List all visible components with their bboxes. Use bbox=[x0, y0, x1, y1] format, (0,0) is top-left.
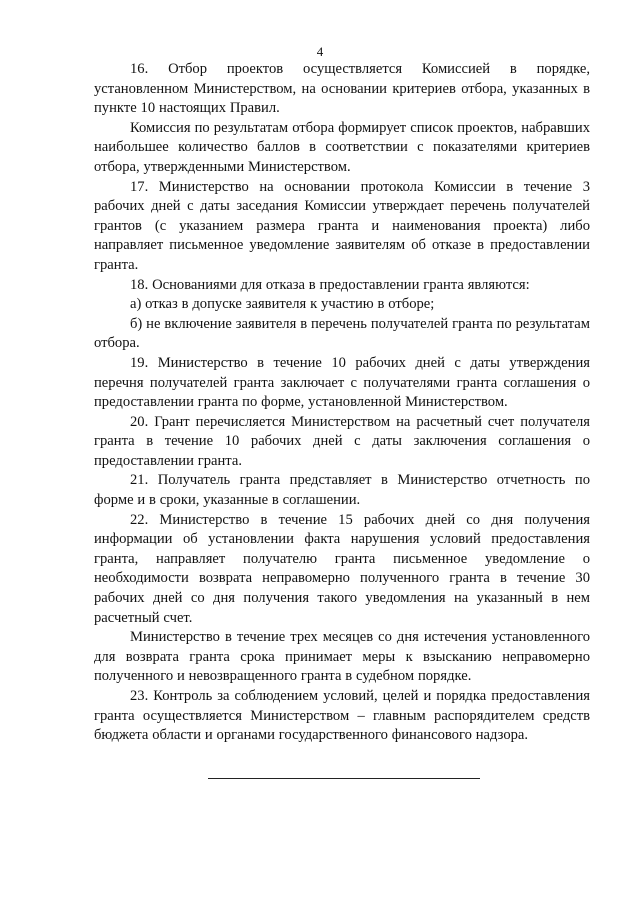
document-body bbox=[94, 60, 590, 746]
paragraph-20: 20. Грант перечисляется Министерством на расчетный счет получателя гранта в течение 10 рабочих дней с даты заключения соглашения о предоставлении гранта. bbox=[94, 413, 590, 469]
paragraph-16-commission-list: Комиссия по результатам отбора формирует список проектов, набравших наибольшее количество баллов в соответствии с показателями критериев отбора, утвержденными Министерством. bbox=[94, 119, 590, 175]
paragraph-23: 23. Контроль за соблюдением условий, целей и порядка предоставления гранта осуществляется Министерством – главным распорядителем средств бюджета области и органами государственного финансового надзора. bbox=[94, 688, 590, 744]
paragraph-19: 19. Министерство в течение 10 рабочих дней с даты утверждения перечня получателей гранта заключает с получателями гранта соглашения о предоставлении гранта по форме, установленной Министерством. bbox=[94, 354, 590, 411]
paragraph-18-b: б) не включение заявителя в перечень получателей гранта по результатам отбора. bbox=[94, 315, 590, 352]
paragraph-17: 17. Министерство на основании протокола Комиссии в течение 3 рабочих дней с даты заседания Комиссии утверждает перечень получателей грантов (с указанием размера гранта и наименования проекта) либо направляет письменное уведомление заявителям об отказе в предоставлении гранта. bbox=[94, 178, 590, 273]
end-separator-line bbox=[208, 778, 480, 779]
paragraph-18: 18. Основаниями для отказа в предоставлении гранта являются: bbox=[130, 276, 530, 293]
paragraph-16: 16. Отбор проектов осуществляется Комиссией в порядке, установленном Министерством, на основании критериев отбора, указанных в пункте 10 настоящих Правил. bbox=[94, 61, 590, 117]
page-number: 4 bbox=[316, 44, 324, 59]
paragraph-18-a: а) отказ в допуске заявителя к участию в отборе; bbox=[130, 296, 435, 313]
paragraph-22-recovery: Министерство в течение трех месяцев со дня истечения установленного для возврата гранта срока принимает меры к взысканию неправомерно полученного и невозвращенного гранта в судебном порядке. bbox=[94, 629, 590, 685]
paragraph-22: 22. Министерство в течение 15 рабочих дней со дня получения информации об установлении факта нарушения условий предоставления гранта, направляет получателю гранта письменное уведомление о необходимости возврата неправомерно полученного гранта в течение 30 рабочих дней со дня получения такого уведомления на указанный в нем расчетный счет. bbox=[94, 511, 590, 626]
paragraph-21: 21. Получатель гранта представляет в Министерство отчетность по форме и в сроки, указанные в соглашении. bbox=[94, 472, 590, 509]
